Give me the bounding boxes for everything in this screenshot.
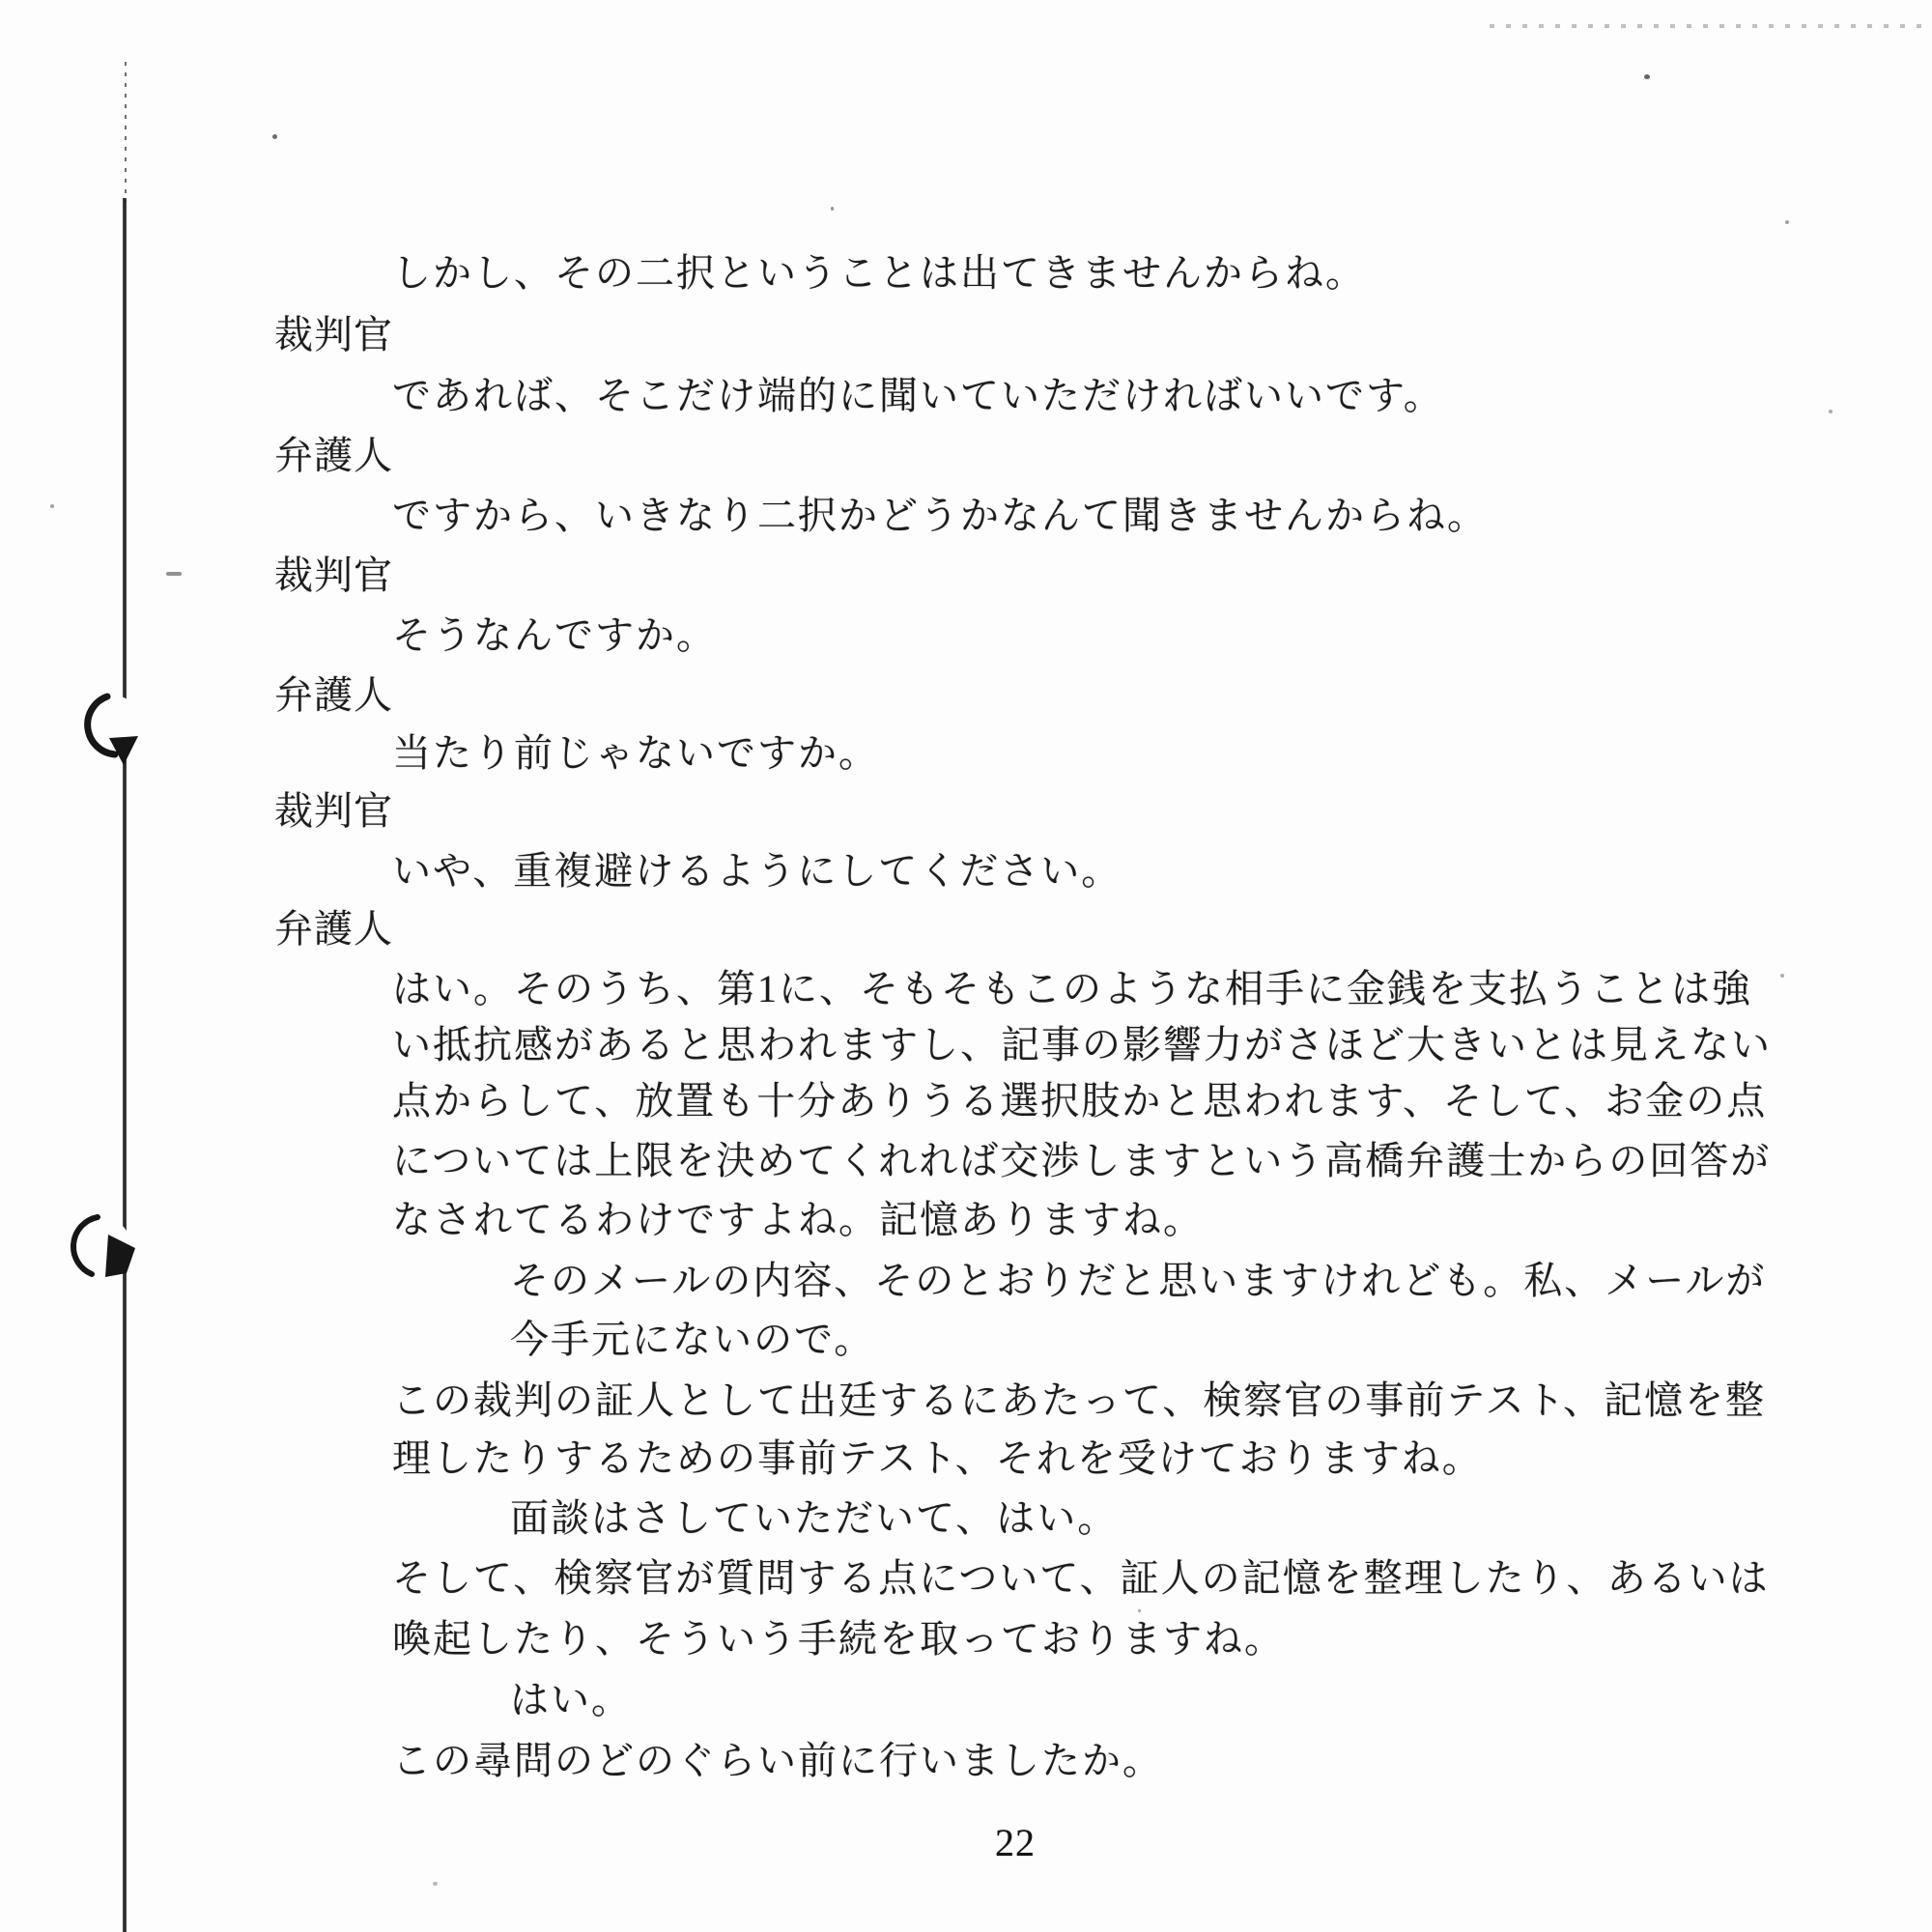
- speaker-label: 裁判官: [274, 554, 393, 597]
- transcript-line: については上限を決めてくれれば交渉しますという高橋弁護士からの回答が: [392, 1139, 1772, 1182]
- transcript-line: 当たり前じゃないですか。: [392, 731, 879, 775]
- transcript-line: はい。そのうち、第1に、そもそもこのような相手に金銭を支払うことは強: [392, 967, 1752, 1010]
- speaker-label: 裁判官: [274, 313, 393, 356]
- speaker-label: 弁護人: [274, 673, 393, 717]
- speaker-label: 裁判官: [274, 789, 393, 833]
- speaker-label: 弁護人: [274, 907, 393, 951]
- transcript-line: はい。: [510, 1678, 632, 1721]
- noise-speck: [1138, 1609, 1141, 1612]
- transcript-line: 今手元にないので。: [510, 1318, 875, 1361]
- noise-speck: [831, 207, 834, 211]
- noise-speck: [1785, 220, 1789, 224]
- transcript-line: 理したりするための事前テスト、それを受けておりますね。: [392, 1436, 1483, 1480]
- noise-speck: [1644, 74, 1650, 79]
- transcript-line: 喚起したり、そういう手続を取っておりますね。: [392, 1617, 1285, 1661]
- page-number: 22: [995, 1821, 1036, 1864]
- transcript-line: なされてるわけですよね。記憶ありますね。: [392, 1198, 1204, 1241]
- speaker-label: 弁護人: [274, 434, 393, 477]
- binder-edge-dotted-line: [125, 62, 127, 202]
- noise-speck: [272, 134, 277, 139]
- transcript-line: ですから、いきなり二択かどうかなんて聞きませんからね。: [392, 494, 1488, 537]
- noise-speck: [1829, 410, 1833, 413]
- transcript-line: 点からして、放置も十分ありうる選択肢かと思われます、そして、お金の点: [392, 1079, 1768, 1122]
- noise-speck: [50, 504, 54, 508]
- noise-speck: [1780, 974, 1784, 978]
- transcript-line: しかし、その二択ということは出てきませんからね。: [392, 251, 1366, 295]
- noise-speck: [166, 572, 182, 576]
- punch-hole-top-icon: [55, 668, 171, 783]
- transcript-line: この裁判の証人として出廷するにあたって、検察官の事前テスト、記憶を整: [392, 1378, 1766, 1422]
- scan-noise-strip: [1490, 24, 1926, 28]
- transcript-line: そのメールの内容、そのとおりだと思いますけれども。私、メールが: [510, 1259, 1767, 1302]
- transcript-line: であれば、そこだけ端的に聞いていただければいいです。: [392, 374, 1444, 417]
- noise-speck: [433, 1882, 438, 1886]
- transcript-line: いや、重複避けるようにしてください。: [392, 849, 1122, 893]
- transcript-line: そして、検察官が質問する点について、証人の記憶を整理したり、あるいは: [392, 1556, 1770, 1600]
- transcript-line: そうなんですか。: [392, 613, 717, 657]
- punch-hole-bottom-icon: [42, 1188, 157, 1304]
- transcript-line: この尋問のどのぐらい前に行いましたか。: [392, 1739, 1163, 1782]
- binder-edge-line: [123, 198, 127, 1932]
- transcript-line: い抵抗感があると思われますし、記事の影響力がさほど大きいとは見えない: [392, 1023, 1772, 1066]
- transcript-line: 面談はさしていただいて、はい。: [510, 1496, 1119, 1540]
